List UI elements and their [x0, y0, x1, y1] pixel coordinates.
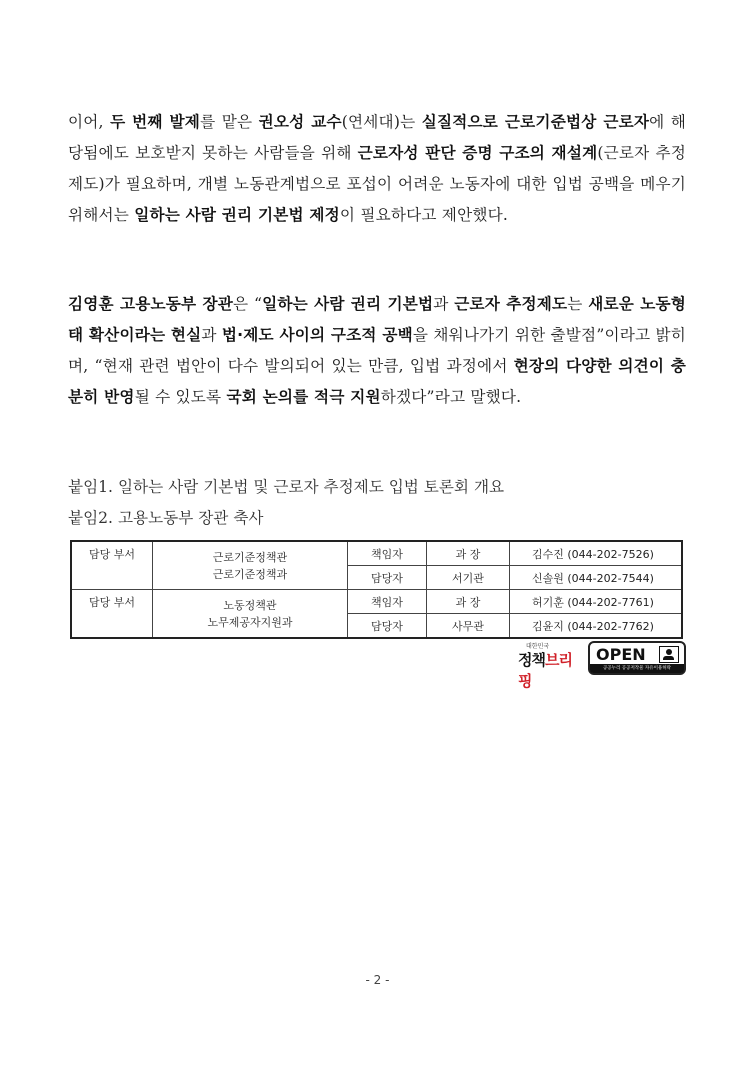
briefing-logo-main-text	[518, 649, 580, 691]
kogl-open-logo	[588, 641, 686, 675]
emphasis-text: 근로자 추정제도	[454, 295, 568, 313]
body-text: 를 맡은	[200, 113, 259, 131]
emphasis-text: 현장의 다양한 의견이 충분히 반영	[68, 357, 686, 406]
contact-cell: 김윤지 (044-202-7762)	[510, 614, 683, 639]
body-text: 은 “	[232, 295, 263, 313]
dept-name-line: 노동정책관	[223, 598, 277, 612]
dept-label: 담당 부서	[71, 541, 153, 590]
dept-name-line: 근로기준정책관	[212, 550, 288, 564]
role-cell: 담당자	[348, 614, 427, 639]
title-cell: 서기관	[427, 566, 510, 590]
body-text: 이어,	[68, 113, 111, 131]
body-text: 에 해당됨에도 보호받지 못하는 사람들을 위해	[68, 113, 687, 162]
emphasis-text: 실질적으로 근로기준법상 근로자	[421, 113, 650, 131]
emphasis-text: 두 번째 발제	[110, 113, 201, 131]
paragraph-presentation-2	[68, 107, 686, 231]
open-logo-text: OPEN	[596, 645, 646, 664]
body-text: 을 채워나가기 위한 출발점”이라고 밝히며, “현재 관련 법안이 다수 발의되어 있는 만큼, 입법 과정에서	[68, 326, 686, 375]
table-row	[71, 590, 682, 614]
table-row	[71, 541, 682, 566]
body-text: 는	[567, 295, 589, 313]
dept-name	[153, 541, 348, 590]
title-cell: 과 장	[427, 590, 510, 614]
dept-name	[153, 590, 348, 639]
emphasis-text: 일하는 사람 권리 기본법	[262, 295, 434, 313]
body-text: 과	[433, 295, 455, 313]
dept-name-line: 노무제공자지원과	[207, 615, 293, 629]
open-logo-footer-text: 공공누리 공공저작물 자유이용허락	[602, 666, 672, 671]
attachment-1: 붙임1. 일하는 사람 기본법 및 근로자 추정제도 입법 토론회 개요	[68, 478, 505, 496]
role-cell: 책임자	[348, 590, 427, 614]
body-text: 될 수 있도록	[134, 388, 227, 406]
body-text: (근로자 추정제도)가 필요하며, 개별 노동관계법으로 포섭이 어려운 노동자에 대한 입법 공백을 메우기 위해서는	[68, 144, 686, 224]
body-text: 이 필요하다고 제안했다.	[339, 206, 509, 224]
title-cell: 사무관	[427, 614, 510, 639]
paragraph-minister-remarks	[68, 289, 686, 413]
emphasis-text: 법·제도 사이의 구조적 공백	[221, 326, 413, 344]
body-text: 하겠다”라고 말했다.	[380, 388, 522, 406]
briefing-logo-part-b: 브리핑	[518, 651, 572, 690]
page-number: - 2 -	[365, 973, 390, 987]
emphasis-text: 권오성 교수	[258, 113, 342, 131]
footer-logos	[514, 638, 684, 690]
policy-briefing-logo	[514, 638, 580, 690]
role-cell: 담당자	[348, 566, 427, 590]
briefing-logo-small-text: 대한민국	[526, 643, 550, 650]
body-text: (연세대)는	[341, 113, 422, 131]
emphasis-text: 새로운 노동형태 확산이라는 현실	[68, 295, 687, 344]
emphasis-text: 일하는 사람 권리 기본법 제정	[134, 206, 340, 224]
emphasis-text: 근로자성 판단 증명 구조의 재설계	[357, 144, 598, 162]
open-logo-footer	[590, 664, 684, 673]
contact-cell: 신솔원 (044-202-7544)	[510, 566, 683, 590]
contact-cell: 김수진 (044-202-7526)	[510, 541, 683, 566]
title-cell: 과 장	[427, 541, 510, 566]
dept-name-line: 근로기준정책과	[212, 567, 288, 581]
attachment-2: 붙임2. 고용노동부 장관 축사	[68, 509, 264, 527]
dept-label: 담당 부서	[71, 590, 153, 639]
emphasis-text: 김영훈 고용노동부 장관	[68, 295, 233, 313]
role-cell: 책임자	[348, 541, 427, 566]
contact-cell: 허기훈 (044-202-7761)	[510, 590, 683, 614]
emphasis-text: 국회 논의를 적극 지원	[226, 388, 381, 406]
person-icon	[659, 646, 679, 663]
contact-table	[70, 540, 683, 639]
briefing-logo-part-a: 정책	[518, 651, 545, 669]
body-text: 과	[201, 326, 222, 344]
